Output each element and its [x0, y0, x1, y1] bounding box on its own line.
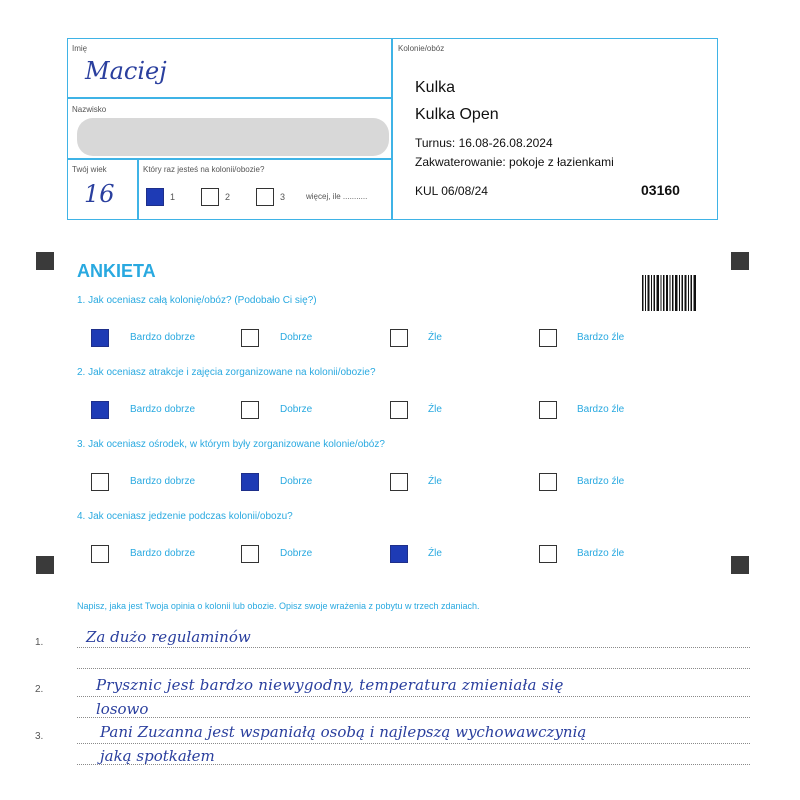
q2-checkbox-2[interactable]: [241, 401, 259, 419]
line-number-1: 1.: [35, 637, 44, 648]
q4-option-label-4: Bardzo źle: [577, 548, 625, 559]
q4-option-label-1: Bardzo dobrze: [130, 548, 196, 559]
opinion-line-1: Za dużo regulaminów: [86, 628, 251, 646]
q3-option-label-1: Bardzo dobrze: [130, 476, 196, 487]
dotted-line: [77, 717, 750, 718]
opinion-line-2: Prysznic jest bardzo niewygodny, temperatura zmieniała się: [96, 676, 564, 694]
q3-option-label-2: Dobrze: [280, 476, 313, 487]
q1-checkbox-4[interactable]: [539, 329, 557, 347]
ktory-raz-option-2: 2: [225, 192, 231, 202]
header-divider-wiek: [137, 158, 139, 220]
q1-checkbox-2[interactable]: [241, 329, 259, 347]
q3-checkbox-1[interactable]: [91, 473, 109, 491]
q4-checkbox-1[interactable]: [91, 545, 109, 563]
imie-value: Maciej: [85, 57, 167, 85]
imie-label: Imię: [72, 44, 88, 53]
header-divider-vertical: [391, 38, 393, 220]
q3-option-label-4: Bardzo źle: [577, 476, 625, 487]
ktory-raz-checkbox-1[interactable]: [146, 188, 164, 206]
q1-option-label-2: Dobrze: [280, 332, 313, 343]
wiecej-label: więcej, ile ...........: [306, 192, 368, 201]
line-number-2: 2.: [35, 684, 44, 695]
kolonia-label: Kolonie/obóz: [398, 44, 445, 53]
q2-checkbox-4[interactable]: [539, 401, 557, 419]
dotted-line: [77, 743, 750, 744]
q4-checkbox-4[interactable]: [539, 545, 557, 563]
ktory-raz-checkbox-3[interactable]: [256, 188, 274, 206]
q4-checkbox-2[interactable]: [241, 545, 259, 563]
q4-checkbox-3[interactable]: [390, 545, 408, 563]
opinion-line-3b: jaką spotkałem: [100, 747, 215, 765]
q2-checkbox-1[interactable]: [91, 401, 109, 419]
q4-option-label-2: Dobrze: [280, 548, 313, 559]
barcode-icon: [642, 275, 697, 311]
dotted-line: [77, 668, 750, 669]
ktory-raz-option-3: 3: [280, 192, 286, 202]
q3-checkbox-4[interactable]: [539, 473, 557, 491]
q2-checkbox-3[interactable]: [390, 401, 408, 419]
ktory-raz-checkbox-2[interactable]: [201, 188, 219, 206]
opinion-line-3: Pani Zuzanna jest wspaniałą osobą i najlepszą wychowawczynią: [100, 723, 587, 741]
q3-option-label-3: Źle: [428, 476, 442, 487]
header-divider-imie: [67, 97, 392, 99]
question-2: 2. Jak oceniasz atrakcje i zajęcia zorganizowane na kolonii/obozie?: [77, 367, 376, 378]
zakwaterowanie: Zakwaterowanie: pokoje z łazienkami: [415, 155, 614, 169]
q2-option-label-1: Bardzo dobrze: [130, 404, 196, 415]
line-number-3: 3.: [35, 731, 44, 742]
q2-option-label-4: Bardzo źle: [577, 404, 625, 415]
q2-option-label-2: Dobrze: [280, 404, 313, 415]
registration-marker-bottom-left: [36, 556, 54, 574]
turnus: Turnus: 16.08-26.08.2024: [415, 136, 553, 150]
q3-checkbox-3[interactable]: [390, 473, 408, 491]
q1-option-label-4: Bardzo źle: [577, 332, 625, 343]
question-1: 1. Jak oceniasz całą kolonię/obóz? (Podobało Ci się?): [77, 295, 317, 306]
wiek-value: 16: [84, 180, 115, 208]
question-3: 3. Jak oceniasz ośrodek, w którym były zorganizowane kolonie/obóz?: [77, 439, 385, 450]
camp-program: Kulka Open: [415, 106, 499, 123]
ktory-raz-option-1: 1: [170, 192, 176, 202]
camp-code: KUL 06/08/24: [415, 184, 488, 198]
header-divider-nazwisko: [67, 158, 392, 160]
survey-title: ANKIETA: [77, 261, 156, 281]
dotted-line: [77, 647, 750, 648]
registration-marker-bottom-right: [731, 556, 749, 574]
q3-checkbox-2[interactable]: [241, 473, 259, 491]
q1-checkbox-1[interactable]: [91, 329, 109, 347]
form-number: 03160: [641, 182, 680, 198]
wiek-label: Twój wiek: [72, 165, 107, 174]
q1-option-label-3: Źle: [428, 332, 442, 343]
q2-option-label-3: Źle: [428, 404, 442, 415]
dotted-line: [77, 696, 750, 697]
redacted-surname: [77, 118, 389, 156]
q1-checkbox-3[interactable]: [390, 329, 408, 347]
question-4: 4. Jak oceniasz jedzenie podczas kolonii/obozu?: [77, 511, 293, 522]
ktory-raz-label: Który raz jesteś na kolonii/obozie?: [143, 165, 265, 174]
opinion-line-2b: losowo: [96, 700, 149, 718]
q4-option-label-3: Źle: [428, 548, 442, 559]
camp-name: Kulka: [415, 79, 456, 96]
nazwisko-label: Nazwisko: [72, 105, 107, 114]
q1-option-label-1: Bardzo dobrze: [130, 332, 196, 343]
opinion-prompt: Napisz, jaka jest Twoja opinia o kolonii lub obozie. Opisz swoje wrażenia z pobytu w trzech zdaniach.: [77, 601, 480, 611]
registration-marker-top-left: [36, 252, 54, 270]
registration-marker-top-right: [731, 252, 749, 270]
